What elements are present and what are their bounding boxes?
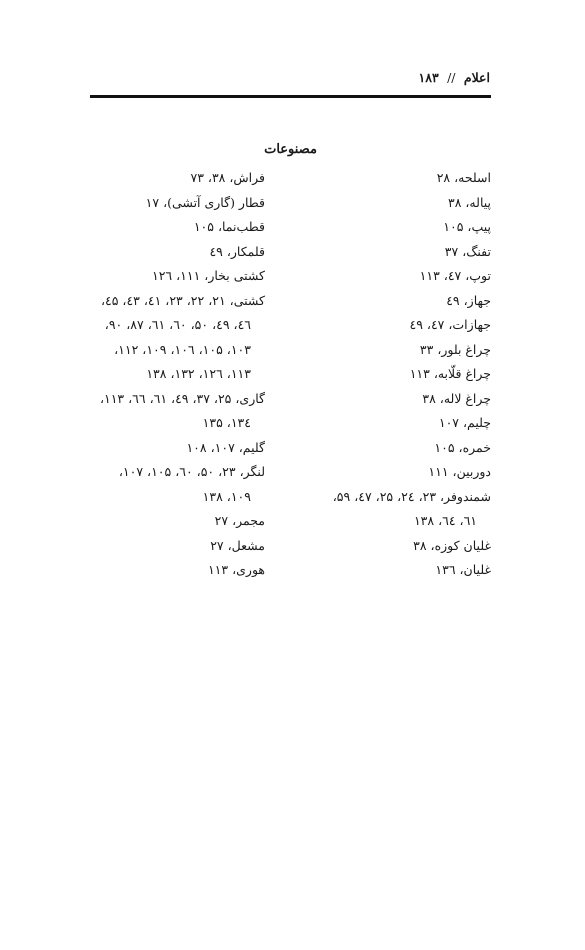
index-entry: هوری، ۱۱۳ <box>207 562 265 577</box>
index-entry: قلمکار، ٤٩ <box>209 243 265 259</box>
index-entry: قطار (گاری آتشی)، ۱۷ <box>145 194 265 210</box>
index-entry: اسلحه، ۲۸ <box>436 170 491 185</box>
header-rule <box>90 95 491 98</box>
index-entry: چراغ قلّابه، ۱۱۳ <box>409 366 491 381</box>
index-entry: گلیم، ۱۰۷، ۱۰۸ <box>186 439 265 455</box>
index-entry-continuation: ۱۳٤، ۱۳۵ <box>202 415 251 430</box>
index-entry: چراغ بلور، ۳۳ <box>419 341 491 357</box>
page-number: ۱۸۳ <box>418 70 439 85</box>
running-head-separator: // <box>447 70 456 85</box>
index-entry: چلیم، ۱۰۷ <box>438 415 491 430</box>
index-entry: شمندوفر، ۲۳، ۲٤، ۲۵، ٤٧، ۵۹، <box>332 488 491 504</box>
index-entry: کشتی بخار، ۱۱۱، ۱۲٦ <box>152 268 265 283</box>
index-entry: قطب‌نما، ۱۰۵ <box>193 219 265 234</box>
index-column-left <box>80 166 265 583</box>
index-entry: خمره، ۱۰۵ <box>434 439 491 455</box>
index-entry: پیاله، ۳۸ <box>447 194 491 210</box>
index-entry-continuation: ٤٦، ٤٩، ۵۰، ٦۰، ٦۱، ۸۷، ۹۰، <box>104 317 251 332</box>
index-entry: کشتی، ۲۱، ۲۲، ۲۳، ٤۱، ٤۳، ٤۵، <box>100 292 265 308</box>
index-entry: دوربین، ۱۱۱ <box>428 464 491 479</box>
index-entry: توپ، ٤٧، ۱۱۳ <box>419 268 491 283</box>
index-entry: لنگر، ۲۳، ۵۰، ٦۰، ۱۰۵، ۱۰۷، <box>118 464 265 479</box>
running-head <box>92 70 490 85</box>
index-entry: تفنگ، ۳۷ <box>444 243 491 259</box>
section-title: مصنوعات <box>264 142 317 157</box>
index-entry-continuation: ٦١، ٦٤، ۱۳۸ <box>413 513 477 528</box>
index-entry: غلیان کوزه، ۳۸ <box>413 537 491 553</box>
index-entry-continuation: ۱۰۳، ۱۰۵، ۱۰٦، ۱۰۹، ۱۱۲، <box>114 341 251 357</box>
index-entry: پیپ، ۱۰۵ <box>443 219 491 234</box>
index-entry: مشعل، ۲۷ <box>210 537 265 553</box>
index-entry-continuation: ۱۱۳، ۱۲٦، ۱۳۲، ۱۳۸ <box>146 366 251 381</box>
index-entry: مجمر، ۲۷ <box>214 513 265 528</box>
index-entry-continuation: ۱۰۹، ۱۳۸ <box>202 488 251 504</box>
index-entry: جهاز، ٤٩ <box>446 292 491 308</box>
index-entry: چراغ لاله، ۳۸ <box>422 390 491 406</box>
index-column-right <box>326 166 491 583</box>
index-entry: فراش، ۳۸، ۷۳ <box>190 170 265 185</box>
running-head-title: اعلام <box>463 70 490 85</box>
index-entry: گاری، ۲۵، ۳۷، ٤٩، ٦۱، ٦٦، ۱۱۳، <box>99 390 265 406</box>
index-entry: غلیان، ۱۳٦ <box>435 562 491 577</box>
index-entry: جهازات، ٤٧، ٤٩ <box>409 317 491 332</box>
